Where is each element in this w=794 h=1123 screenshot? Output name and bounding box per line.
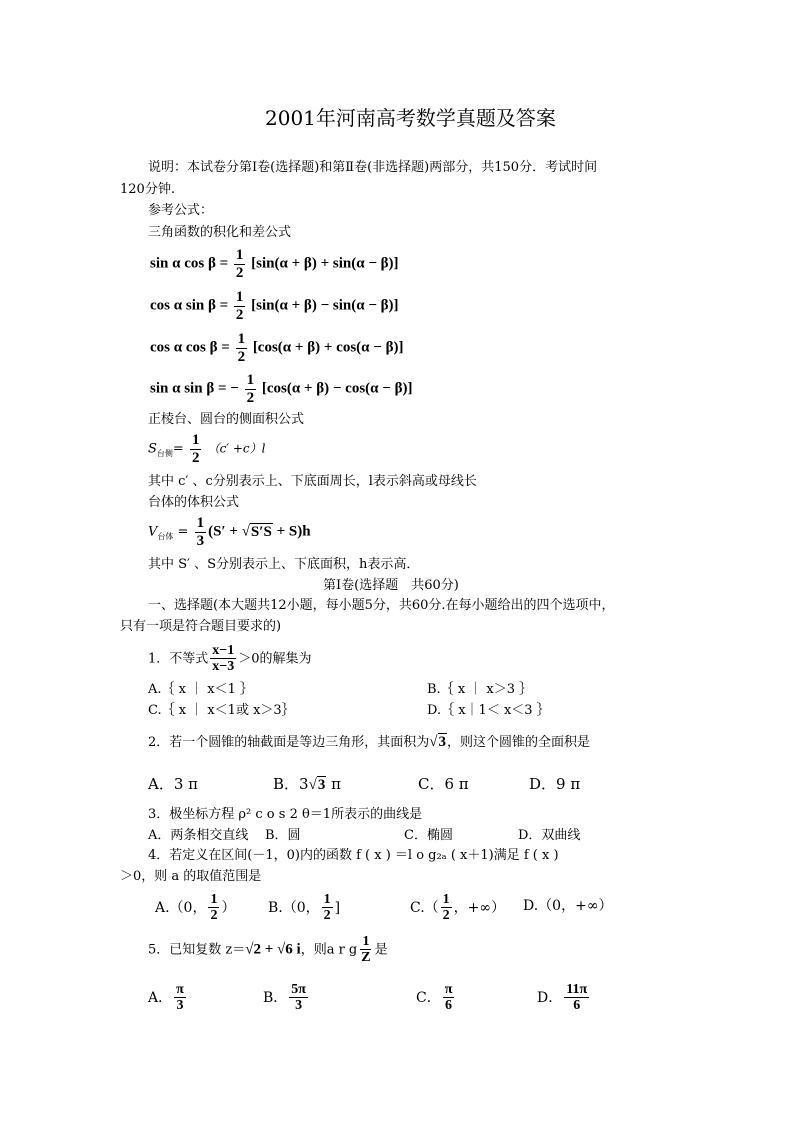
q1-prefix: 1．不等式	[148, 651, 209, 667]
frustum-heading: 正棱台、圆台的侧面积公式	[148, 412, 305, 427]
volume-expr-end: + S)h	[272, 523, 311, 540]
q2-option-b-suffix: π	[326, 775, 341, 793]
q5-option-d[interactable]	[537, 982, 591, 1014]
frac-numerator: π	[176, 982, 184, 997]
q3-option-b[interactable]: B．圆	[265, 828, 301, 843]
frac-numerator: π	[444, 982, 453, 997]
q1-option-a[interactable]: A.｛ x ｜ x＜1 ｝	[148, 682, 253, 697]
volume-expr-start: (S′ +	[208, 523, 242, 540]
trig-rhs-2: [sin(α + β) − sin(α − β)]	[251, 297, 399, 314]
question-2	[148, 735, 590, 750]
trig-frac-4	[245, 372, 257, 406]
q4-option-d[interactable]: D.（0，+∞）	[523, 898, 613, 914]
equals-sign: =	[172, 441, 184, 457]
q4-option-c-frac	[441, 892, 452, 924]
q1-option-b[interactable]: B.｛ x ｜ x＞3 ｝	[427, 682, 533, 697]
trig-frac-2	[234, 289, 246, 323]
trig-formula-4	[150, 372, 412, 406]
q5-option-c[interactable]	[416, 982, 456, 1014]
q4-option-a[interactable]	[155, 892, 235, 924]
q5-option-d-prefix: D．	[537, 989, 563, 1006]
trig-frac-3	[236, 331, 248, 365]
frac-denominator: Z	[361, 950, 371, 966]
question-4-line-1: 4．若定义在区间(－1，0)内的函数 f ( x ) ＝l o g₂ₐ ( x＋1)满足 f ( x )	[148, 848, 559, 863]
page-title: 2001年河南高考数学真题及答案	[265, 106, 556, 130]
frac-denominator: 3	[176, 998, 184, 1014]
trig-formula-1	[150, 247, 399, 281]
trig-formula-3	[150, 331, 403, 365]
s-subscript: 台侧	[156, 449, 173, 459]
q2-option-c[interactable]: C．6 π	[418, 775, 469, 793]
q1-suffix: ＞0的解集为	[238, 651, 312, 667]
v-symbol: V	[148, 524, 158, 540]
q2-option-a[interactable]: A．3 π	[148, 775, 199, 793]
frac-numerator: 1	[246, 372, 255, 388]
frac-numerator: 1	[210, 892, 218, 907]
q5-complex-expression: √2 + √6 i	[245, 941, 301, 958]
frac-denominator: 2	[210, 908, 218, 924]
frac-numerator: 1	[235, 289, 244, 305]
q5-fraction	[359, 934, 372, 966]
q4-option-b-suffix: ]	[334, 899, 341, 916]
q4-option-b[interactable]	[268, 892, 340, 924]
frac-numerator: 1	[196, 515, 205, 531]
trig-lhs-2: cos α sin β =	[150, 297, 229, 314]
question-1	[148, 643, 312, 675]
q5-option-b[interactable]	[263, 982, 310, 1014]
q5-prefix: 5．已知复数 z＝	[148, 942, 246, 958]
trig-rhs-4: [cos(α + β) − cos(α − β)]	[261, 380, 413, 397]
volume-note: 其中 S′ 、S分别表示上、下底面积，h表示高．	[148, 557, 420, 572]
q4-option-a-prefix: A.（0，	[155, 899, 207, 916]
q4-option-a-frac	[208, 892, 219, 924]
volume-frac	[195, 515, 207, 549]
q2-option-b-sqrt: √3	[308, 777, 326, 793]
reference-label: 参考公式：	[148, 203, 214, 218]
s-symbol: S	[148, 441, 157, 457]
frac-denominator: 2	[323, 908, 331, 924]
frac-denominator: 3	[196, 532, 205, 549]
q2-prefix: 2．若一个圆锥的轴截面是等边三角形，其面积为	[148, 735, 430, 750]
trig-rhs-1: [sin(α + β) + sin(α − β)]	[251, 255, 399, 272]
frac-numerator: 1	[237, 331, 246, 347]
trig-lhs-1: sin α cos β =	[150, 255, 229, 272]
q3-option-a[interactable]: A．两条相交直线	[148, 828, 249, 843]
frac-denominator: 2	[235, 306, 244, 323]
frac-numerator: 11π	[566, 982, 588, 997]
q5-option-b-prefix: B．	[263, 989, 288, 1006]
q5-option-d-frac	[564, 982, 589, 1014]
trig-formula-2	[150, 289, 399, 323]
part1-heading: 第Ⅰ卷(选择题 共60分)	[323, 578, 459, 593]
frac-denominator: 6	[573, 998, 581, 1014]
q5-suffix: 是	[374, 942, 388, 958]
q5-option-a[interactable]	[148, 982, 188, 1014]
q5-option-c-prefix: C．	[416, 989, 441, 1006]
q2-option-b-sqrt-value: 3	[317, 777, 326, 793]
trig-rhs-3: [cos(α + β) + cos(α − β)]	[252, 339, 404, 356]
q5-option-b-frac	[289, 982, 308, 1014]
frac-denominator: 3	[295, 998, 303, 1014]
q1-fraction	[210, 643, 236, 675]
frac-numerator: 1	[362, 934, 370, 949]
frustum-area-frac	[190, 432, 202, 466]
q2-option-d[interactable]: D．9 π	[529, 775, 581, 793]
q2-sqrt: √3	[429, 734, 447, 750]
frustum-area-rest: （c′ +c）l	[207, 441, 266, 456]
frac-numerator: 1	[323, 892, 331, 907]
frac-numerator: 1	[442, 892, 450, 907]
frac-denominator: 2	[246, 389, 255, 406]
q2-sqrt-value: 3	[438, 734, 447, 750]
q4-option-a-suffix: ）	[221, 899, 236, 916]
intro-line-2: 120分钟.	[120, 182, 175, 197]
frac-numerator: 1	[235, 247, 244, 263]
q3-option-d[interactable]: D．双曲线	[518, 828, 581, 843]
q2-option-b[interactable]	[273, 777, 341, 793]
frustum-volume-formula	[148, 515, 311, 549]
frac-denominator: 6	[445, 998, 453, 1014]
trig-lhs-3: cos α cos β =	[150, 339, 230, 356]
q3-option-c[interactable]: C．椭圆	[404, 828, 453, 843]
trig-frac-1	[234, 247, 246, 281]
q5-middle: ，则a r g	[300, 942, 358, 958]
q4-option-b-prefix: B.（0，	[268, 899, 320, 916]
q5-option-a-prefix: A．	[148, 989, 173, 1006]
q4-option-c-prefix: C.（	[410, 899, 439, 916]
q4-option-c[interactable]	[410, 892, 505, 924]
trig-lhs-4: sin α sin β = −	[150, 380, 239, 397]
q1-option-d[interactable]: D.｛ x｜1＜ x＜3 ｝	[427, 703, 550, 718]
frac-numerator: x−1	[212, 643, 235, 658]
frac-denominator: 2	[191, 449, 200, 466]
volume-sqrt-term: S′S	[250, 523, 272, 540]
frac-numerator: 5π	[291, 982, 306, 997]
volume-expression: (S′ + √S′S + S)h	[208, 523, 311, 540]
question-3: 3．极坐标方程 ρ² c o s 2 θ＝1所表示的曲线是	[148, 807, 423, 822]
q2-suffix: ，则这个圆锥的全面积是	[447, 735, 591, 750]
frac-denominator: x−3	[212, 659, 235, 675]
frustum-area-note: 其中 c′ 、c分别表示上、下底面周长，l表示斜高或母线长	[148, 474, 477, 489]
frac-denominator: 2	[442, 908, 450, 924]
part1-instructions-1: 一、选择题(本大题共12小题，每小题5分，共60分.在每小题给出的四个选项中，	[148, 598, 615, 613]
v-subscript: 台体	[157, 532, 174, 542]
q4-option-c-suffix: ，+∞）	[453, 899, 506, 916]
frac-denominator: 2	[235, 264, 244, 281]
frac-numerator: 1	[191, 432, 200, 448]
question-5	[148, 934, 388, 966]
part1-instructions-2: 只有一项是符合题目要求的)	[120, 619, 282, 634]
trig-heading: 三角函数的积化和差公式	[148, 225, 292, 240]
q4-option-b-frac	[322, 892, 333, 924]
q5-option-c-frac	[443, 982, 455, 1014]
frustum-area-formula	[148, 432, 265, 466]
question-4-line-2: ＞0，则 a 的取值范围是	[120, 869, 262, 884]
frac-denominator: 2	[237, 348, 246, 365]
q5-option-a-frac	[174, 982, 186, 1014]
equals-sign: =	[177, 524, 189, 540]
volume-heading: 台体的体积公式	[148, 495, 240, 510]
intro-line-1: 说明：本试卷分第Ⅰ卷(选择题)和第Ⅱ卷(非选择题)两部分，共150分．考试时间	[148, 160, 598, 175]
q2-option-b-prefix: B．3	[273, 775, 309, 793]
q1-option-c[interactable]: C.｛ x ｜ x＜1或 x＞3｝	[148, 703, 295, 718]
